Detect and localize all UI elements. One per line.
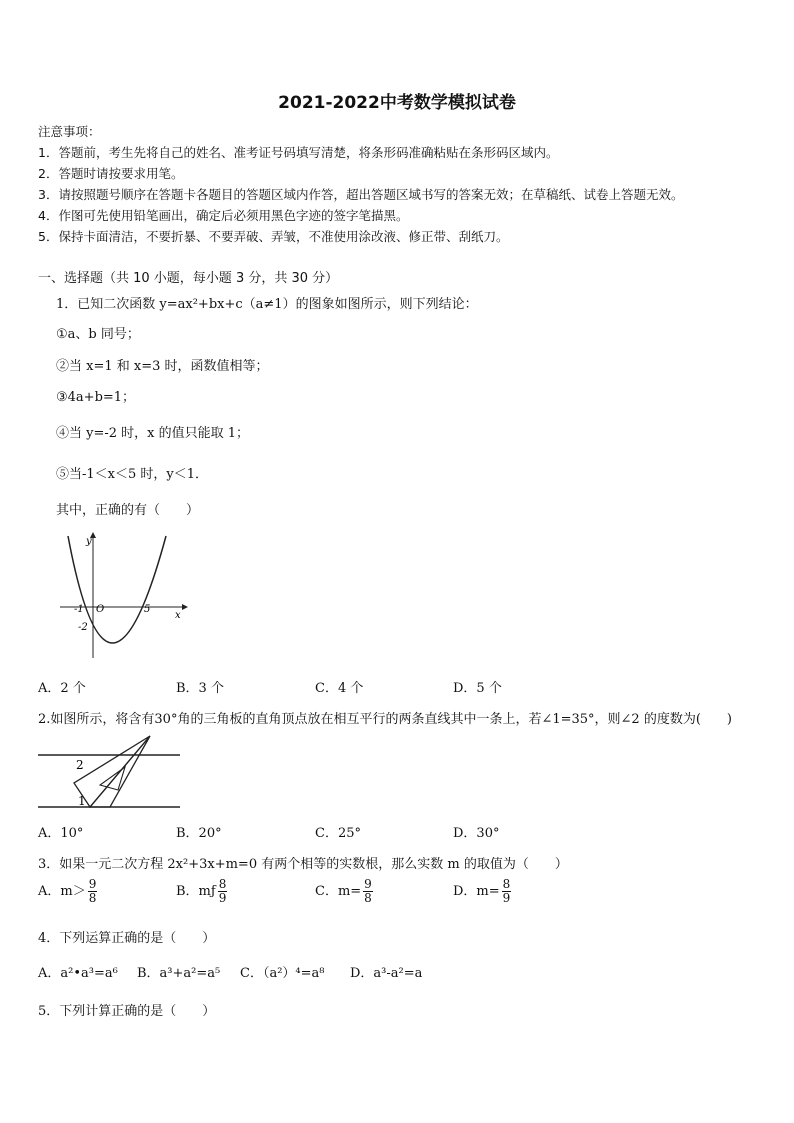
- fraction: [88, 878, 98, 905]
- parabola-graph: [58, 530, 188, 662]
- q1-statement: ③4a+b=1；: [56, 390, 136, 405]
- fraction: [363, 878, 373, 905]
- fraction-denominator: 8: [364, 891, 372, 905]
- q1-option-b[interactable]: B．3 个: [176, 681, 224, 696]
- q3-option-a[interactable]: [38, 878, 97, 905]
- q1-statement: ④当 y=-2 时，x 的值只能取 1；: [56, 426, 250, 441]
- q5-stem: 5．下列计算正确的是（ ）: [38, 1004, 216, 1019]
- q2-option-c[interactable]: C．25°: [315, 826, 361, 841]
- section-heading: 一、选择题（共 10 小题，每小题 3 分，共 30 分）: [38, 271, 339, 286]
- option-label: C．m=: [315, 884, 362, 899]
- notice-item: 1．答题前，考生先将自己的姓名、准考证号码填写清楚，将条形码准确粘贴在条形码区域内。: [38, 145, 559, 160]
- angle-1-label: 1: [78, 794, 86, 808]
- notice-item: 5．保持卡面清洁，不要折暴、不要弄破、弄皱，不准使用涂改液、修正带、刮纸刀。: [38, 229, 509, 244]
- fraction: [502, 878, 512, 905]
- fraction: [218, 878, 228, 905]
- notice-item: 3．请按照题号顺序在答题卡各题目的答题区域内作答，超出答题区域书写的答案无效；在草稿纸、试卷上答题无效。: [38, 187, 684, 202]
- q1-ask: 其中，正确的有（ ）: [56, 503, 200, 518]
- fraction-numerator: 9: [364, 877, 372, 891]
- angle-2-label: 2: [76, 758, 84, 772]
- q2-option-a[interactable]: A．10°: [38, 826, 84, 841]
- q2-option-b[interactable]: B．20°: [176, 826, 222, 841]
- option-label: A．m＞: [38, 884, 86, 899]
- q4-stem: 4．下列运算正确的是（ ）: [38, 931, 216, 946]
- root-label-neg1: -1: [74, 604, 84, 615]
- q1-option-a[interactable]: A．2 个: [38, 681, 86, 696]
- q1-statement: ①a、b 同号；: [56, 327, 140, 342]
- q3-stem: 3．如果一元二次方程 2x²+3x+m=0 有两个相等的实数根，那么实数 m 的取值为（ ）: [38, 857, 568, 872]
- y-axis-label: y: [86, 536, 92, 547]
- q3-option-d[interactable]: [453, 878, 511, 905]
- q1-statement: ②当 x=1 和 x=3 时，函数值相等；: [56, 359, 269, 374]
- fraction-numerator: 8: [218, 877, 227, 891]
- q4-option-d[interactable]: D．a³-a²=a: [350, 966, 423, 981]
- fraction-denominator: 9: [502, 891, 511, 905]
- q3-option-c[interactable]: [315, 878, 373, 905]
- page-title: 2021-2022中考数学模拟试卷: [278, 93, 516, 113]
- fraction-numerator: 9: [88, 877, 97, 891]
- q1-option-d[interactable]: D．5 个: [453, 681, 502, 696]
- option-label: B．mƒ: [176, 884, 216, 899]
- q3-option-b[interactable]: [176, 878, 227, 905]
- origin-label: O: [96, 604, 105, 615]
- fraction-numerator: 8: [502, 877, 511, 891]
- fraction-denominator: 9: [218, 891, 227, 905]
- q1-statement: ⑤当-1＜x＜5 时，y＜1．: [56, 467, 209, 482]
- intercept-label-neg2: -2: [78, 622, 88, 633]
- notice-item: 2．答题时请按要求用笔。: [38, 166, 184, 181]
- option-label: D．m=: [453, 884, 500, 899]
- x-axis-label: x: [175, 610, 181, 621]
- root-label-5: 5: [144, 604, 151, 615]
- q4-option-c[interactable]: C．（a²）⁴=a⁸: [240, 966, 325, 981]
- q1-stem: 1．已知二次函数 y=ax²+bx+c（a≠1）的图象如图所示，则下列结论：: [56, 297, 478, 312]
- x-axis-arrow: [182, 604, 188, 610]
- q4-option-a[interactable]: A．a²•a³=a⁶: [38, 966, 118, 981]
- q2-stem: 2.如图所示，将含有30°角的三角板的直角顶点放在相互平行的两条直线其中一条上，若∠1=35°，则∠2 的度数为( ): [38, 712, 732, 727]
- fraction-denominator: 8: [88, 891, 97, 905]
- notice-heading: 注意事项：: [38, 124, 101, 139]
- q1-option-c[interactable]: C．4 个: [315, 681, 364, 696]
- triangle-ruler-figure: [38, 733, 183, 811]
- q2-option-d[interactable]: D．30°: [453, 826, 500, 841]
- q4-option-b[interactable]: B．a³+a²=a⁵: [137, 966, 221, 981]
- notice-item: 4．作图可先使用铅笔画出，确定后必须用黑色字迹的签字笔描黑。: [38, 208, 409, 223]
